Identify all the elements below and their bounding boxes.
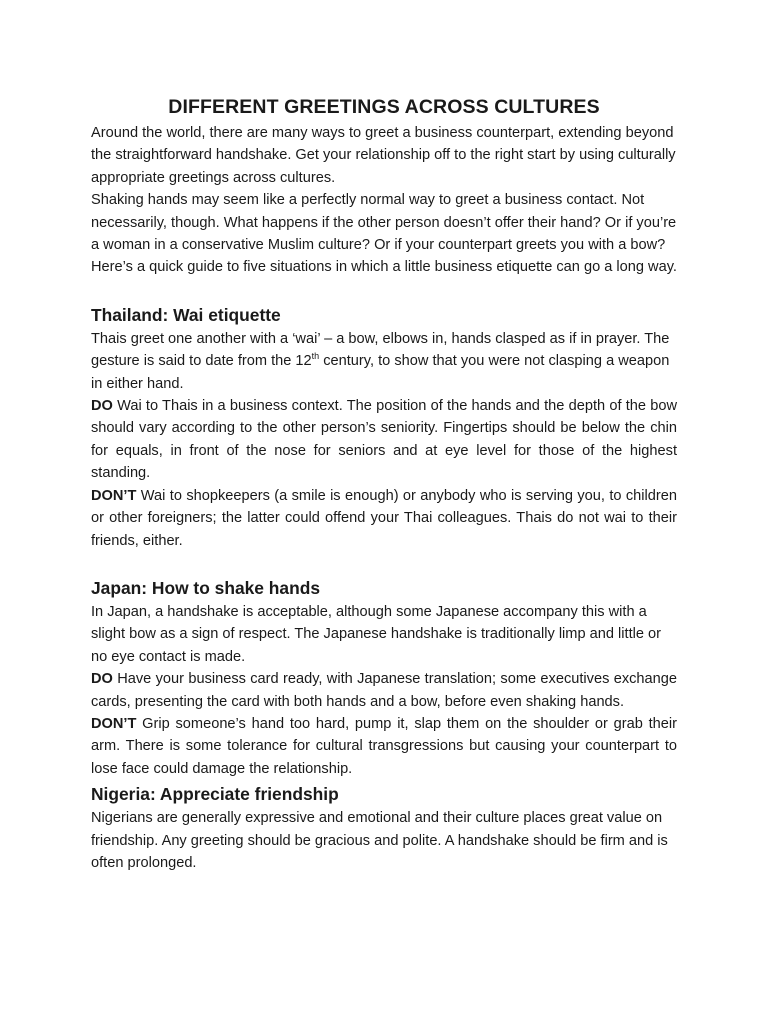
japan-dont — [91, 713, 677, 780]
japan-do-text: Have your business card ready, with Japanese translation; some executives exchange cards, presenting the card with both hands and a bow, before even shaking hands. — [91, 671, 677, 710]
document-page — [91, 94, 677, 874]
dont-label: DON’T — [91, 487, 137, 504]
thailand-do-text: Wai to Thais in a business context. The position of the hands and the depth of the bow should vary according to the other person’s seniority. Fingertips should be below the chin for equals, in front of the nose for seniors and at eye level for those of the highest standing. — [91, 398, 677, 482]
do-label: DO — [91, 671, 113, 688]
thailand-text-a: Thais greet one another with a ‘wai’ – a bow, elbows in, hands clasped as if in prayer. The gesture is said to date from the 12 — [91, 330, 670, 370]
japan-do — [91, 668, 677, 713]
intro-paragraph-1: Around the world, there are many ways to greet a business counterpart, extending beyond the straightforward handshake. Get your relationship off to the right start by using culturally appropriate greetings across cultures. — [91, 125, 676, 186]
thailand-paragraph — [91, 328, 677, 395]
thailand-ordinal-suffix: th — [311, 351, 320, 362]
japan-heading: Japan: How to shake hands — [91, 577, 321, 598]
japan-dont-text: Grip someone’s hand too hard, pump it, slap them on the shoulder or grab their arm. There is some tolerance for cultural transgressions but causing your counterpart to lose face could damage the relationship. — [91, 715, 677, 777]
thailand-text-b: century, to show that you were not clasping a weapon in either hand. — [91, 353, 670, 392]
thailand-dont-text: Wai to shopkeepers (a smile is enough) or anybody who is serving you, to children or other foreigners; the latter could offend your Thai colleagues. Thais do not wai to their friends, either. — [91, 487, 677, 549]
dont-label: DON’T — [91, 715, 137, 732]
japan-paragraph: In Japan, a handshake is acceptable, although some Japanese accompany this with a slight bow as a sign of respect. The Japanese handshake is traditionally limp and little or no eye contact is made. — [91, 603, 662, 665]
thailand-dont — [91, 485, 677, 552]
nigeria-heading: Nigeria: Appreciate friendship — [91, 784, 339, 805]
do-label: DO — [91, 398, 113, 415]
document-title: DIFFERENT GREETINGS ACROSS CULTURES — [168, 96, 600, 118]
intro-paragraph-2: Shaking hands may seem like a perfectly normal way to greet a business contact. Not necessarily, though. What happens if the other person doesn’t offer their hand? Or if you’re a woman in a conservative Muslim culture? Or if your counterpart greets you with a bow? Here’s a quick guide to five situations in which a little business etiquette can go a long way. — [91, 192, 677, 276]
thailand-do — [91, 395, 677, 485]
thailand-heading: Thailand: Wai etiquette — [91, 304, 281, 325]
nigeria-paragraph: Nigerians are generally expressive and emotional and their culture places great value on friendship. Any greeting should be gracious and polite. A handshake should be firm and is often prolonged. — [91, 810, 668, 871]
